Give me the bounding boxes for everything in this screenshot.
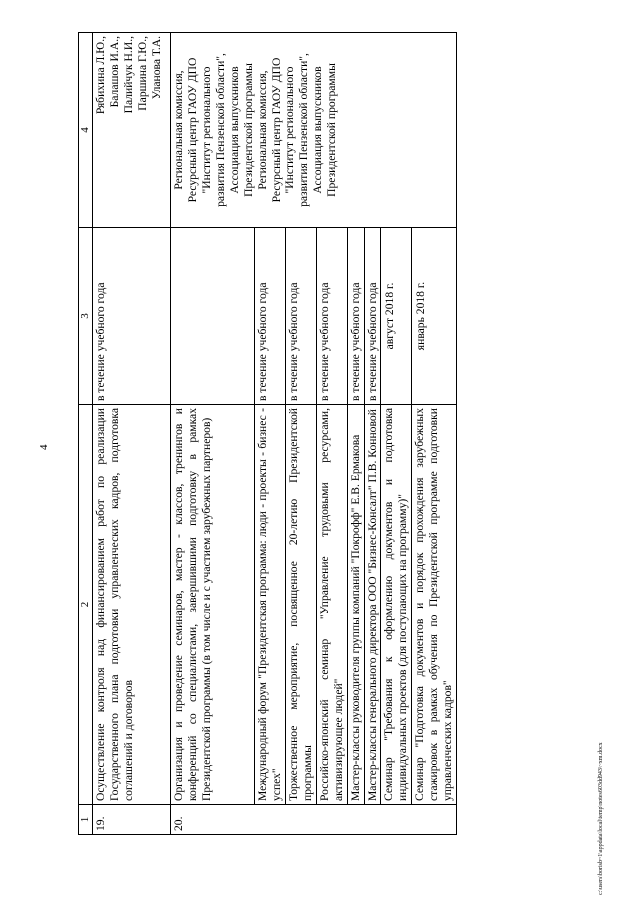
subrow-term: в течение учебного года: [255, 228, 286, 405]
executor-line: Уланова Т.А.: [149, 36, 163, 100]
header-col-4: 4: [79, 33, 93, 228]
executor-line: Рябихина Л.Ю.,: [94, 36, 108, 115]
header-col-3: 3: [79, 228, 93, 405]
subrow-term: в течение учебного года: [347, 228, 364, 405]
row-executors: [171, 33, 457, 228]
rotated-table-page: [78, 36, 590, 835]
row-term: [171, 228, 255, 405]
row-activity: Осуществление контроля над финансированием работ по реализации Государственного плана подготовки управленческих кадров, подготовка соглашений и договоров: [93, 405, 171, 805]
subrow-term: в течение учебного года: [286, 228, 317, 405]
header-col-2: 2: [79, 405, 93, 805]
executor-line: Ассоциация выпускников: [311, 66, 325, 194]
subrow-term: январь 2018 г.: [412, 228, 457, 405]
table-row-19: [93, 33, 171, 835]
plan-table: [78, 32, 457, 835]
executor-line: развития Пензенской области",: [297, 53, 311, 207]
executor-line: Региональная комиссия,: [172, 70, 186, 190]
page-number: 4: [38, 444, 50, 450]
subrow-activity: Семинар "Подготовка документов и порядок прохождения зарубежных стажировок в рамках обучения по Президентской программе подготовки управленческих кадров": [412, 405, 457, 805]
subrow-activity: Семинар "Требования к оформлению документов и подготовка индивидуальных проектов (для поступающих на программу)": [381, 405, 412, 805]
table-row-20: [171, 33, 255, 835]
executor-line: развития Пензенской области",: [213, 53, 227, 207]
header-row: [79, 33, 93, 835]
row-activity: Организация и проведение семинаров, мастер - классов, тренингов и конференций со специалистами, завершившими подготовку в рамках Президентской программы (в том числе и с участием зарубежных партнеров): [171, 405, 255, 805]
executor-line: Ресурсный центр ГАОУ ДПО: [269, 57, 283, 203]
executor-line: Президентской программы: [325, 63, 339, 197]
subrow-activity: Мастер-классы генерального директора ООО "Бизнес-Консалт" П.В. Конновой: [364, 405, 381, 805]
subrow-term: август 2018 г.: [381, 228, 412, 405]
subrow-activity: Российско-японский семинар "Управление трудовыми ресурсами, активизирующее людей": [316, 405, 347, 805]
executor-line: Палийчук Н.И.,: [122, 36, 135, 114]
header-col-1: 1: [79, 805, 93, 835]
executor-line: "Институт регионального: [200, 66, 213, 194]
row-number: 19.: [93, 805, 171, 835]
executor-line: Паршина Г.Ю.,: [135, 36, 149, 111]
subrow-activity: Международный форум "Президентская программа: люди - проекты - бизнес - успех": [255, 405, 286, 805]
executor-line: Президентской программы: [241, 63, 255, 197]
executor-line: "Институт регионального: [283, 66, 297, 194]
executor-line: Ассоциация выпускников: [227, 66, 241, 194]
subrow-term: в течение учебного года: [364, 228, 381, 405]
row-number: 20.: [171, 805, 457, 835]
executor-line: Ресурсный центр ГАОУ ДПО: [186, 57, 200, 203]
subrow-term: в течение учебного года: [316, 228, 347, 405]
subrow-activity: Торжественное мероприятие, посвященное 20-летию Президентской программы: [286, 405, 317, 805]
row-term: в течение учебного года: [93, 228, 171, 405]
file-path-footer: c:\users\borisb~1\appdata\local\temp\notes603dd943\~xm.docx: [598, 742, 604, 895]
subrow-activity: Мастер-классы руководителя группы компаний "Покрофф" Е.В. Ермакова: [347, 405, 364, 805]
executor-line: Балашов И.А.,: [108, 36, 122, 108]
row-executors: [93, 33, 171, 228]
executor-line: Региональная комиссия,: [255, 70, 269, 190]
